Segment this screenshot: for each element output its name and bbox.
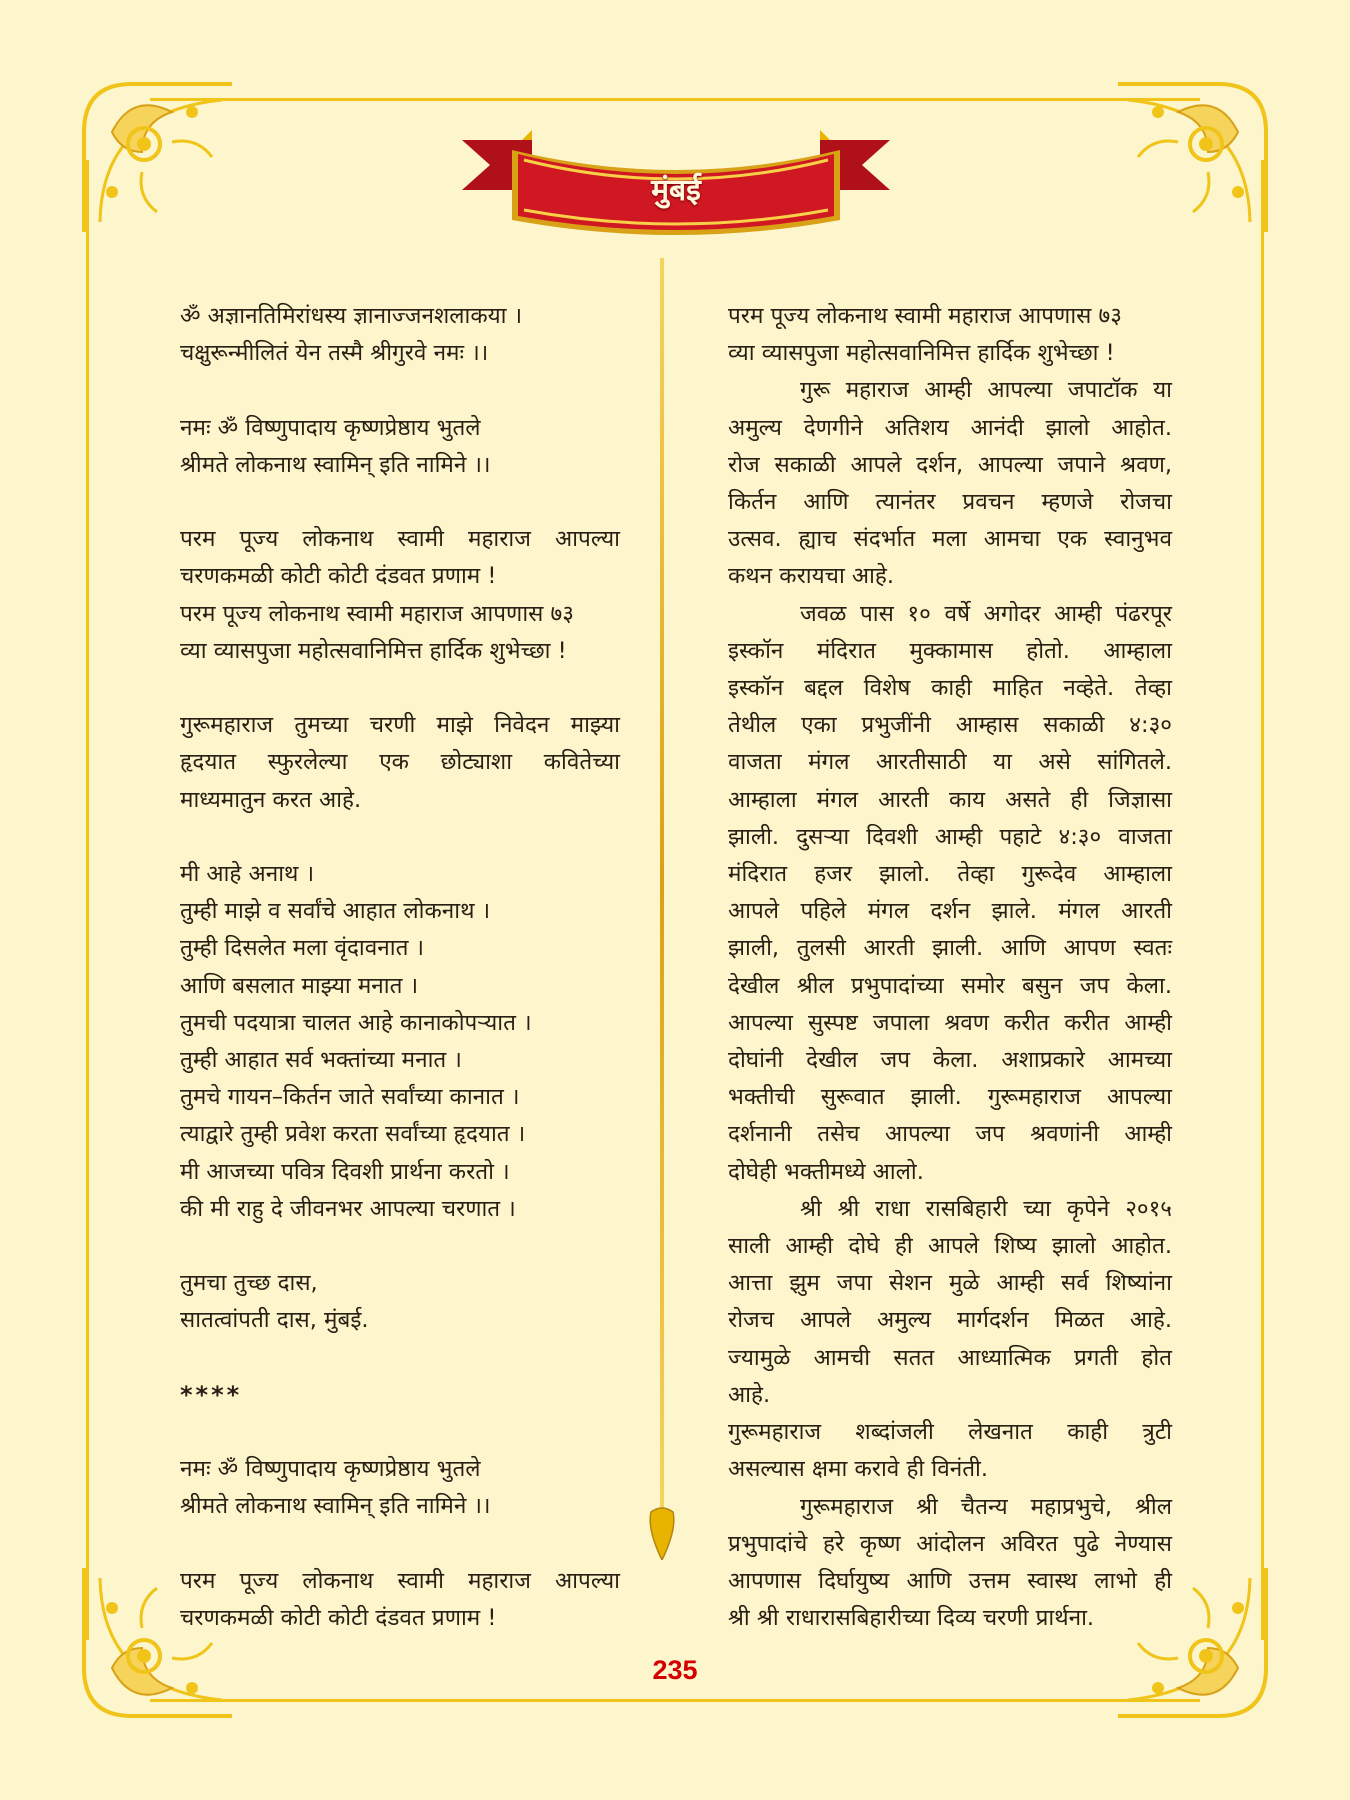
text-line: उत्सव. ह्याच संदर्भात मला आमचा एक स्वानुभव (728, 526, 1172, 553)
text-line: परम पूज्य लोकनाथ स्वामी महाराज आपल्या (180, 526, 620, 553)
text-line: रोजच आपले अमुल्य मार्गदर्शन मिळत आहे. (728, 1307, 1172, 1334)
text-line: अमुल्य देणगीने अतिशय आनंदी झालो आहोत. (728, 414, 1172, 441)
text-line: असल्यास क्षमा करावे ही विनंती. (728, 1456, 989, 1483)
text-line: इस्कॉन बद्दल विशेष काही माहित नव्हेते. तेव्हा (728, 675, 1172, 702)
poem-line: तुमची पदयात्रा चालत आहे कानाकोपऱ्यात । (180, 1009, 532, 1036)
text-line: नमः ॐ विष्णुपादाय कृष्णप्रेष्ठाय भुतले (180, 1456, 481, 1483)
text-line: श्रीमते लोकनाथ स्वामिन् इति नामिने ।। (180, 451, 491, 478)
text-line: गुरूमहाराज तुमच्या चरणी माझे निवेदन माझ्या (180, 712, 620, 739)
signature-line: तुमचा तुच्छ दास, (180, 1270, 318, 1297)
column-divider (660, 258, 664, 1508)
text-line: व्या व्यासपुजा महोत्सवानिमित्त हार्दिक शुभेच्छा ! (180, 637, 567, 664)
poem-line: की मी राहु दे जीवनभर आपल्या चरणात । (180, 1195, 516, 1222)
text-line: रोज सकाळी आपले दर्शन, आपल्या जपाने श्रवण, (728, 451, 1172, 478)
text-line: आपल्या सुस्पष्ट जपाला श्रवण करीत करीत आम्ही (728, 1009, 1172, 1036)
text-line: श्री श्री राधारासबिहारीच्या दिव्य चरणी प्रार्थना. (728, 1605, 1095, 1632)
text-line: मंदिरात हजर झालो. तेव्हा गुरूदेव आम्हाला (728, 861, 1172, 888)
poem-line: मी आहे अनाथ । (180, 860, 315, 887)
corner-ornament-icon (1108, 72, 1278, 242)
page-title: मुंबई (651, 173, 701, 208)
text-line: परम पूज्य लोकनाथ स्वामी महाराज आपल्या (180, 1567, 620, 1594)
text-line: गुरूमहाराज श्री चैतन्य महाप्रभुचे, श्रील (800, 1493, 1172, 1520)
poem-line: मी आजच्या पवित्र दिवशी प्रार्थना करतो । (180, 1158, 510, 1185)
text-line: जवळ पास १० वर्षे अगोदर आम्ही पंढरपूर (800, 600, 1172, 627)
text-line: आम्हाला मंगल आरती काय असते ही जिज्ञासा (728, 786, 1172, 813)
corner-ornament-icon (72, 72, 242, 242)
poem-line: तुम्ही आहात सर्व भक्तांच्या मनात । (180, 1047, 462, 1073)
text-line: इस्कॉन मंदिरात मुक्कामास होतो. आम्हाला (728, 637, 1172, 664)
border-bottom (150, 1699, 1200, 1702)
text-line: चरणकमळी कोटी कोटी दंडवत प्रणाम ! (180, 1604, 497, 1631)
text-line: व्या व्यासपुजा महोत्सवानिमित्त हार्दिक शुभेच्छा ! (728, 340, 1115, 367)
text-line: दर्शनानी तसेच आपल्या जप श्रवणांनी आम्ही (728, 1121, 1172, 1148)
text-line: कथन करायचा आहे. (728, 563, 895, 590)
text-line: परम पूज्य लोकनाथ स्वामी महाराज आपणास ७३ (180, 600, 574, 627)
divider-tip-icon (647, 1504, 677, 1560)
text-line: झाली, तुलसी आरती झाली. आणि आपण स्वतः (728, 935, 1172, 962)
text-line: ज्यामुळे आमची सतत आध्यात्मिक प्रगती होत (728, 1344, 1172, 1371)
text-line: श्रीमते लोकनाथ स्वामिन् इति नामिने ।। (180, 1493, 491, 1520)
text-line: साली आम्ही दोघे ही आपले शिष्य झालो आहोत. (728, 1233, 1172, 1260)
text-line: श्री श्री राधा रासबिहारी च्या कृपेने २०१५ (800, 1195, 1172, 1222)
text-line: गुरूमहाराज शब्दांजली लेखनात काही त्रुटी (728, 1419, 1172, 1446)
text-line: किर्तन आणि त्यानंतर प्रवचन म्हणजे रोजचा (728, 489, 1172, 516)
text-line: नमः ॐ विष्णुपादाय कृष्णप्रेष्ठाय भुतले (180, 414, 481, 441)
text-line: झाली. दुसऱ्या दिवशी आम्ही पहाटे ४:३० वाजता (728, 823, 1172, 850)
text-line: माध्यमातुन करत आहे. (180, 786, 362, 813)
text-line: आत्ता झुम जपा सेशन मुळे आम्ही सर्व शिष्यांना (728, 1270, 1172, 1297)
text-line: दोघेही भक्तीमध्ये आलो. (728, 1158, 924, 1185)
left-column (180, 298, 620, 1637)
poem-line: त्याद्वारे तुम्ही प्रवेश करता सर्वांच्या हृदयात । (180, 1121, 526, 1148)
text-line: ॐ अज्ञानतिमिरांधस्य ज्ञानाज्जनशलाकया । (180, 303, 523, 329)
border-top (150, 98, 1200, 101)
text-line: चक्षुरून्मीलितं येन तस्मै श्रीगुरवे नमः ।। (180, 340, 489, 367)
poem-line: आणि बसलात माझ्या मनात । (180, 972, 419, 999)
section-separator: **** (180, 1380, 243, 1409)
text-line: प्रभुपादांचे हरे कृष्ण आंदोलन अविरत पुढे नेण्यास (728, 1530, 1172, 1557)
text-line: आपणास दिर्घायुष्य आणि उत्तम स्वास्थ लाभो ही (728, 1567, 1172, 1594)
text-line: हृदयात स्फुरलेल्या एक छोट्याशा कवितेच्या (180, 749, 620, 776)
border-right (1261, 160, 1264, 1640)
poem-line: तुमचे गायन–किर्तन जाते सर्वांच्या कानात । (180, 1084, 520, 1111)
text-line: आहे. (728, 1381, 771, 1408)
poem-line: तुम्ही दिसलेत मला वृंदावनात । (180, 935, 425, 962)
text-line: चरणकमळी कोटी कोटी दंडवत प्रणाम ! (180, 563, 497, 590)
text-line: परम पूज्य लोकनाथ स्वामी महाराज आपणास ७३ (728, 303, 1122, 329)
border-left (86, 160, 89, 1640)
text-line: तेथील एका प्रभुजींनी आम्हास सकाळी ४:३० (728, 712, 1172, 739)
text-line: गुरू महाराज आम्ही आपल्या जपाटॉक या (800, 377, 1172, 404)
text-line: आपले पहिले मंगल दर्शन झाले. मंगल आरती (728, 898, 1172, 925)
text-line: दोघांनी देखील जप केला. अशाप्रकारे आमच्या (728, 1047, 1172, 1074)
poem-line: तुम्ही माझे व सर्वांचे आहात लोकनाथ । (180, 898, 491, 925)
signature-line: सातत्वांपती दास, मुंबई. (180, 1307, 369, 1334)
text-line: देखील श्रील प्रभुपादांच्या समोर बसुन जप केला. (728, 972, 1172, 999)
page-number: 235 (652, 1655, 698, 1685)
text-line: भक्तीची सुरूवात झाली. गुरूमहाराज आपल्या (728, 1084, 1172, 1111)
text-line: वाजता मंगल आरतीसाठी या असे सांगितले. (728, 749, 1172, 776)
right-column (728, 298, 1172, 1637)
